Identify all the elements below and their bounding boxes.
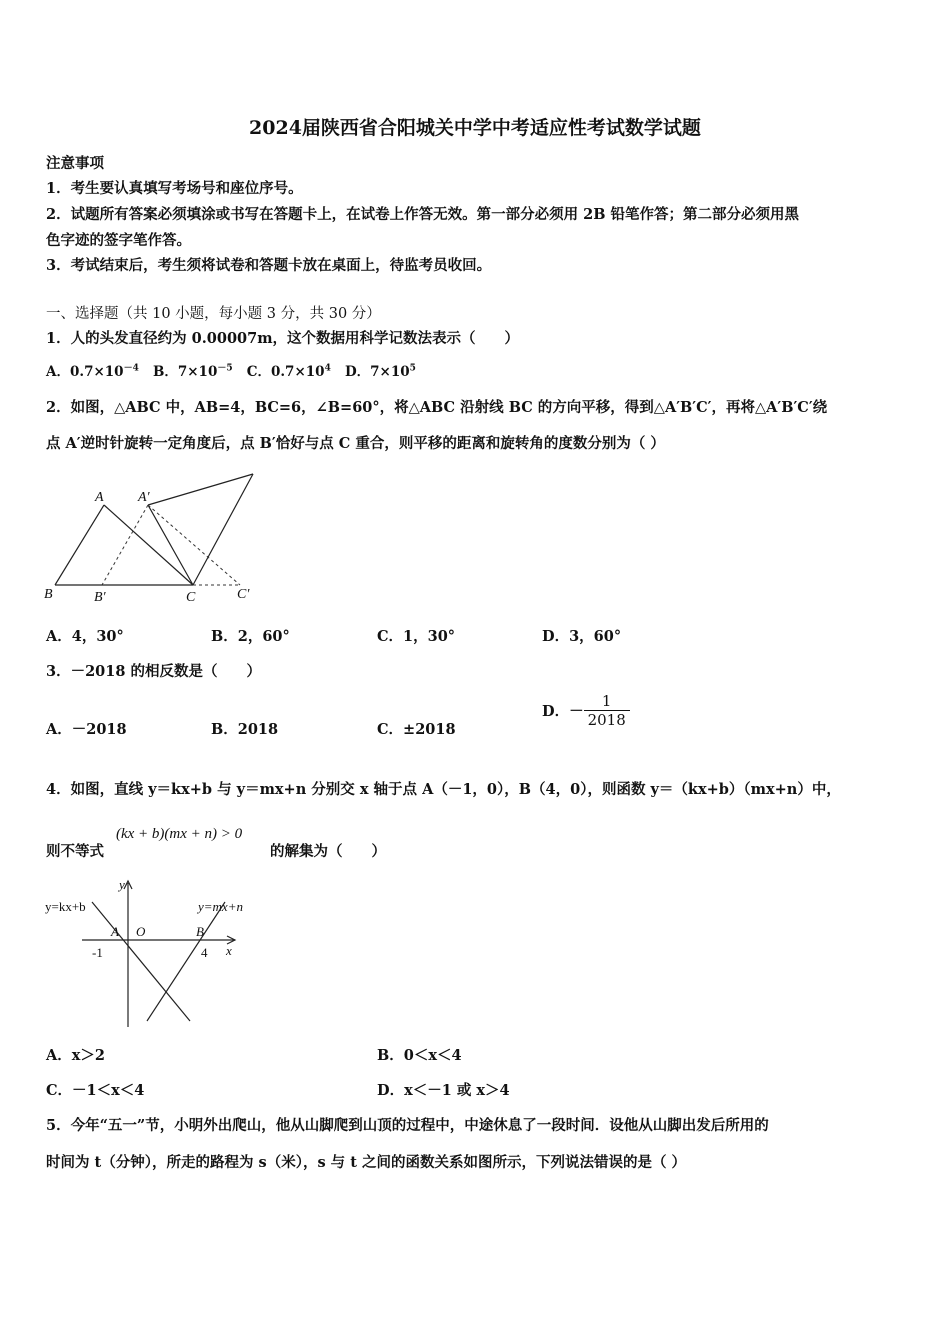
label-y-axis: y (119, 877, 125, 892)
q3-option-b: B．2018 (211, 721, 279, 738)
notice-item-2: 2．试题所有答案必须填涂或书写在答题卡上，在试卷上作答无效。第一部分必须用 2B 铅笔作答；第二部分必须用黑 (46, 206, 800, 223)
q5-line2: 时间为 t（分钟），所走的路程为 s（米），s 与 t 之间的函数关系如图所示，下列说法错误的是（ ） (46, 1154, 687, 1171)
q1-option-c: C．$0.7\times 10^4$ (246, 363, 331, 380)
q4-option-c: C．－1＜x＜4 (46, 1082, 145, 1099)
segment-ac (104, 505, 193, 585)
label-line-kxb: y=kx+b (45, 899, 86, 914)
line-mx-n (147, 902, 225, 1021)
q4-option-b: B．0＜x＜4 (377, 1047, 462, 1064)
label-b: B (44, 587, 53, 602)
notice-item-3: 3．考试结束后，考生须将试卷和答题卡放在桌面上，待监考员收回。 (46, 257, 492, 274)
q2-option-a: A．4，30° (46, 628, 124, 645)
q3-option-c: C．±2018 (377, 721, 456, 738)
label-c: C (186, 590, 196, 605)
q2-option-b: B．2，60° (211, 628, 290, 645)
q1-option-b: B．$7\times 10^{-5}$ (152, 363, 233, 380)
line-kx-b (92, 902, 190, 1021)
q1-options (46, 360, 416, 380)
label-neg-one: -1 (92, 945, 103, 960)
q4-line2-post: 的解集为（ ） (270, 843, 386, 860)
q4-line1: 4．如图，直线 y＝kx+b 与 y＝mx+n 分别交 x 轴于点 A（－1，0），B（4，0），则函数 y＝（kx+b）（mx+n）中， (46, 781, 841, 798)
q1-option-a: A．$0.7\times 10^{-4}$ (46, 363, 139, 380)
label-origin: O (136, 924, 146, 939)
q1-stem: 1．人的头发直径约为 0.00007m，这个数据用科学记数法表示（ ） (46, 330, 520, 347)
segment-rotated-top (148, 474, 253, 505)
q2-option-d: D．3，60° (542, 628, 622, 645)
segment-rotated-right (193, 474, 253, 585)
q4-option-a: A．x＞2 (46, 1047, 105, 1064)
fraction: $\frac{1}{2018}$ (584, 692, 630, 729)
notice-item-2-cont: 色字迹的签字笔作答。 (46, 232, 191, 249)
label-point-a: A (111, 924, 119, 939)
q2-line1: 2．如图，△ABC 中，AB=4，BC=6，∠B=60°，将△ABC 沿射线 BC 的方向平移，得到△A′B′C′，再将△A′B′C′绕 (46, 399, 828, 416)
q3-option-a: A．－2018 (46, 721, 127, 738)
section-heading: 一、选择题（共 10 小题，每小题 3 分，共 30 分） (46, 306, 381, 322)
q3-option-d: D．－ $\frac{1}{2018}$ (542, 692, 630, 729)
q2-triangle-figure (40, 468, 270, 608)
notice-heading: 注意事项 (46, 155, 104, 172)
segment-a1c (148, 505, 193, 585)
label-four: 4 (201, 945, 208, 960)
label-a-prime: A′ (138, 490, 150, 505)
q4-lines-figure (40, 875, 270, 1035)
q1-option-d: D．$7\times 10^5$ (344, 363, 416, 380)
label-x-axis: x (226, 943, 232, 958)
q4-option-d: D．x＜－1 或 x＞4 (377, 1082, 510, 1099)
label-c-prime: C′ (237, 587, 250, 602)
q2-option-c: C．1，30° (377, 628, 456, 645)
q2-line2: 点 A′逆时针旋转一定角度后，点 B′恰好与点 C 重合，则平移的距离和旋转角的度数分别为（ ） (46, 435, 665, 452)
dashed-a1c1 (148, 505, 240, 585)
q5-line1: 5．今年“五一”节，小明外出爬山，他从山脚爬到山顶的过程中，中途休息了一段时间．设他从山脚出发后所用的 (46, 1117, 769, 1134)
segment-ba (55, 505, 104, 585)
label-a: A (95, 490, 104, 505)
label-point-b: B (196, 924, 204, 939)
q4-inequality: (kx + b)(mx + n) > 0 (116, 826, 243, 842)
notice-item-1: 1．考生要认真填写考场号和座位序号。 (46, 180, 303, 197)
label-b-prime: B′ (94, 590, 106, 605)
page-title: 2024届陕西省合阳城关中学中考适应性考试数学试题 (249, 117, 701, 139)
q4-line2-pre: 则不等式 (46, 843, 104, 860)
dashed-a1b1 (102, 505, 148, 585)
label-line-mxn: y=mx+n (198, 899, 243, 914)
q3-stem: 3．－2018 的相反数是（ ） (46, 663, 261, 680)
